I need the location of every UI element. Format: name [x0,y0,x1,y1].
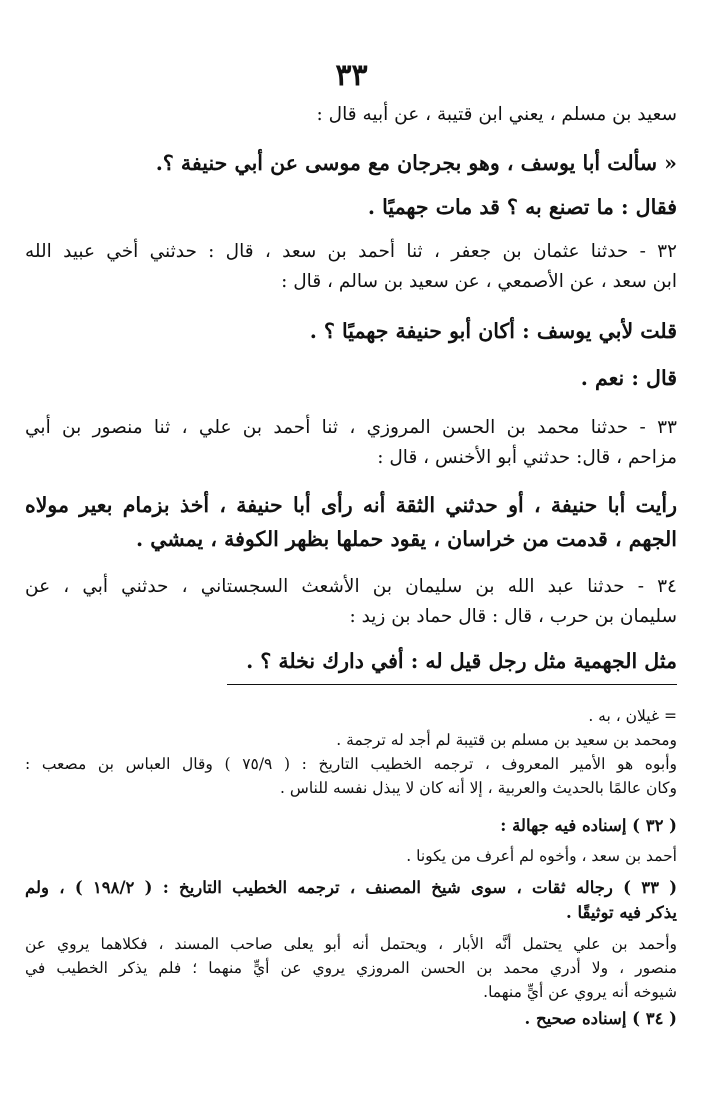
narration-32-line-2: ابن سعد ، عن الأصمعي ، عن سعيد بن سالم ، قال : [281,271,677,292]
narration-32-line-1: ٣٢ - حدثنا عثمان بن جعفر ، ثنا أحمد بن سعد ، قال : حدثني أخي عبيد الله [25,241,677,262]
footnote-32-body [25,844,677,868]
footnote-line-3: وأبوه هو الأمير المعروف ، ترجمه الخطيب التاريخ : ( ٧٥/٩ ) وقال العباس بن مصعب : [25,755,677,773]
quote-32 [25,314,677,348]
quote-32-answer [25,361,677,395]
footnote-line-2: ومحمد بن سعيد بن مسلم بن قتيبة لم أجد له ترجمة . [336,731,677,749]
footnote-line-6: أحمد بن سعد ، وأخوه لم أعرف من يكونا . [406,847,677,865]
footnote-line-7: ( ٣٣ ) رجاله ثقات ، سوى شيخ المصنف ، ترجمه الخطيب التاريخ : ( ١٩٨/٢ ) ، ولم [25,878,677,897]
footnote-34-heading [25,1006,677,1031]
intro-line: سعيد بن مسلم ، يعني ابن قتيبة ، عن أبيه قال : [316,104,677,125]
footnote-divider [227,684,677,685]
quote-32-line-2: قال : نعم . [580,366,677,390]
footnote-33-heading [25,875,677,925]
narration-33 [25,413,677,473]
page-number: ٣٣ [335,58,368,93]
footnote-line-8: يذكر فيه توثيقًا . [566,903,677,922]
footnote-line-1: = غيلان ، به . [588,707,677,725]
quote-33-line-2: الجهم ، قدمت من خراسان ، يقود حملها بظهر الكوفة ، يمشي . [136,527,677,551]
footnote-line-12: ( ٣٤ ) إسناده صحيح . [524,1009,677,1028]
footnote-32-heading [25,813,677,838]
footnote-line-4: وكان عالمًا بالحديث والعربية ، إلا أنه كان لا يبذل نفسه للناس . [280,779,677,797]
quote-31-answer [25,190,677,224]
quote-34-line-1: مثل الجهمية مثل رجل قيل له : أفي دارك نخلة ؟ . [246,649,677,673]
footnote-line-5: ( ٣٢ ) إسناده فيه جهالة : [500,816,677,835]
quote-31 [25,146,677,180]
footnote-continuation [25,704,677,800]
quote-32-line-1: قلت لأبي يوسف : أكان أبو حنيفة جهميًا ؟ . [309,319,677,343]
narration-34-line-2: سليمان بن حرب ، قال : قال حماد بن زيد : [349,606,677,627]
footnote-line-10: منصور ، ولا أدري محمد بن الحسن المروزي يروي عن أيٍّ منهما ؛ فلم يذكر الخطيب في [25,959,677,977]
narration-34 [25,572,677,632]
quote-31-line-2: فقال : ما تصنع به ؟ قد مات جهميًا . [367,195,677,219]
quote-31-line-1: « سألت أبا يوسف ، وهو بجرجان مع موسى عن أبي حنيفة ؟. [155,151,677,175]
narration-32 [25,237,677,297]
quote-34 [25,644,677,678]
footnote-line-11: شيوخه أنه يروي عن أيٍّ منهما. [483,983,677,1001]
narration-33-line-2: مزاحم ، قال: حدثني أبو الأخنس ، قال : [377,447,677,468]
quote-33-line-1: رأيت أبا حنيفة ، أو حدثني الثقة أنه رأى أبا حنيفة ، أخذ بزمام بعير مولاه [25,493,677,517]
footnote-33-body [25,932,677,1004]
intro-paragraph [25,100,677,130]
narration-34-line-1: ٣٤ - حدثنا عبد الله بن سليمان بن الأشعث السجستاني ، حدثني أبي ، عن [25,576,677,597]
quote-33 [25,488,677,556]
narration-33-line-1: ٣٣ - حدثنا محمد بن الحسن المروزي ، ثنا أحمد بن علي ، ثنا منصور بن أبي [25,417,677,438]
footnote-line-9: وأحمد بن علي يحتمل أنَّه الأبار ، ويحتمل أنه أبو يعلى صاحب المسند ، فكلاهما يروي عن [25,935,677,953]
